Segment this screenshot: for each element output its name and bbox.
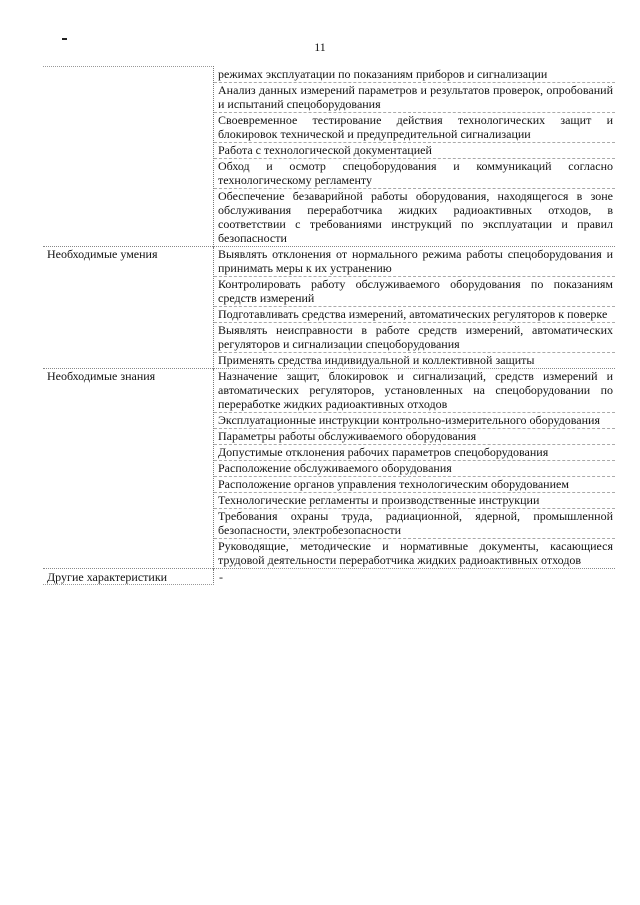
list-item: Анализ данных измерений параметров и результатов проверок, опробований и испытаний спецоборудования [214, 83, 615, 113]
list-item: Допустимые отклонения рабочих параметров спецоборудования [214, 445, 615, 461]
list-item: Обход и осмотр спецоборудования и коммуникаций согласно технологическому регламенту [214, 159, 615, 189]
list-item: Работа с технологической документацией [214, 143, 615, 159]
list-item: Параметры работы обслуживаемого оборудования [214, 429, 615, 445]
page-number: 11 [314, 40, 326, 54]
list-item: Руководящие, методические и нормативные документы, касающиеся трудовой деятельности переработчика жидких радиоактивных отходов [218, 538, 613, 567]
list-item: Обеспечение безаварийной работы оборудования, находящегося в зоне обслуживания переработчика жидких радиоактивных отходов, в соответствии с требованиями инструкций по эксплуатации и правил безопасности [218, 188, 613, 245]
row-items [214, 67, 616, 247]
list-item: Требования охраны труда, радиационной, ядерной, промышленной безопасности, электробезопасности [214, 509, 615, 539]
row-value: - [214, 568, 616, 584]
list-item: Технологические регламенты и производственные инструкции [214, 493, 615, 509]
row-items [214, 246, 616, 368]
competency-table [43, 66, 615, 585]
list-item: Назначение защит, блокировок и сигнализаций, средств измерений и автоматических регуляторов, установленных на спецоборудовании по переработке жидких радиоактивных отходов [214, 369, 615, 413]
row-items [214, 368, 616, 568]
table-row-other [43, 568, 615, 584]
row-label [43, 67, 214, 247]
table-row-knowledge [43, 368, 615, 568]
table-row-continuation [43, 67, 615, 247]
list-item: Расположение органов управления технологическим оборудованием [214, 477, 615, 493]
table-row-skills [43, 246, 615, 368]
list-item: Выявлять отклонения от нормального режима работы спецоборудования и принимать меры к их устранению [214, 247, 615, 277]
row-label: Другие характеристики [43, 568, 214, 584]
list-item: Применять средства индивидуальной и коллективной защиты [218, 352, 535, 367]
list-item: Эксплуатационные инструкции контрольно-измерительного оборудования [214, 413, 615, 429]
list-item: Подготавливать средства измерений, автоматических регуляторов к поверке [214, 307, 615, 323]
list-item: Выявлять неисправности в работе средств измерений, автоматических регуляторов и сигнализации спецоборудования [214, 323, 615, 353]
list-item: режимах эксплуатации по показаниям приборов и сигнализации [214, 67, 615, 83]
row-label: Необходимые знания [43, 368, 214, 568]
row-label: Необходимые умения [43, 246, 214, 368]
list-item: Расположение обслуживаемого оборудования [214, 461, 615, 477]
list-item: Своевременное тестирование действия технологических защит и блокировок технической и предупредительной сигнализации [214, 113, 615, 143]
list-item: Контролировать работу обслуживаемого оборудования по показаниям средств измерений [214, 277, 615, 307]
